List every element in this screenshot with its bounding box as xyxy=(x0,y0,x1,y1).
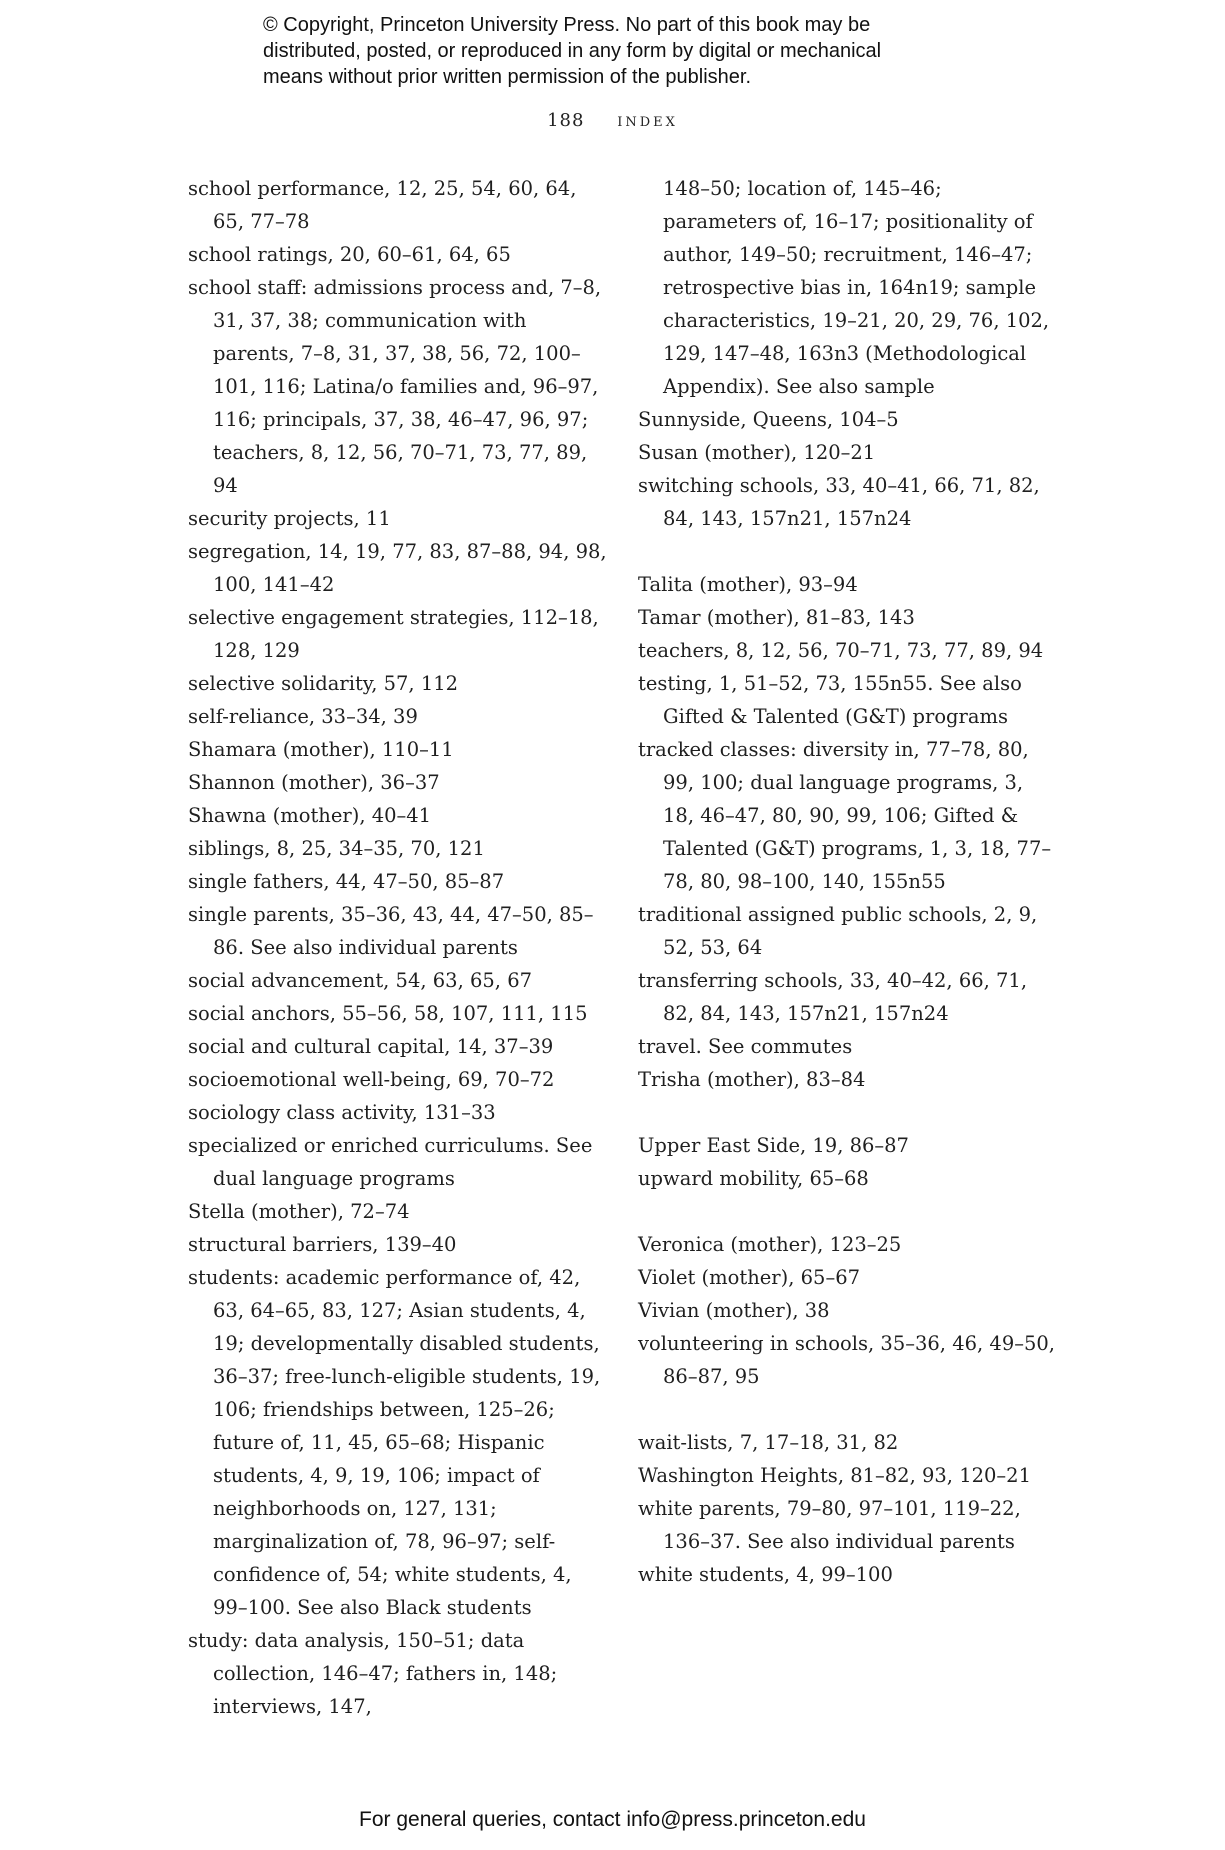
letter-group-gap xyxy=(638,1195,1058,1228)
index-entry: Shawna (mother), 40–41 xyxy=(188,804,432,827)
index-entry: Veronica (mother), 123–25 xyxy=(638,1233,902,1256)
index-entry: Shannon (mother), 36–37 xyxy=(188,771,440,794)
index-entry: students: academic performance of, 42, 63, 64–65, 83, 127; Asian students, 4, 19; developmentally disabled students, 36–37; free-lunch-eligible students, 19, 106; friendships between, 125–26; future of, 11, 45, 65–68; Hispanic students, 4, 9, 19, 106; impact of neighborhoods on, 127, 131; marginalization of, 78, 96–97; self-confidence of, 54; white students, 4, 99–100. See also Black students xyxy=(188,1266,601,1619)
index-entry: school ratings, 20, 60–61, 64, 65 xyxy=(188,243,511,266)
index-entry: structural barriers, 139–40 xyxy=(188,1233,457,1256)
letter-group-gap xyxy=(638,1096,1058,1129)
index-entry: selective solidarity, 57, 112 xyxy=(188,672,459,695)
index-entry: single fathers, 44, 47–50, 85–87 xyxy=(188,870,505,893)
index-entry: Violet (mother), 65–67 xyxy=(638,1266,861,1289)
index-entry: single parents, 35–36, 43, 44, 47–50, 85–86. See also individual parents xyxy=(188,903,594,959)
index-entry: Stella (mother), 72–74 xyxy=(188,1200,410,1223)
index-column-left xyxy=(188,172,608,1723)
index-entry: segregation, 14, 19, 77, 83, 87–88, 94, 98, 100, 141–42 xyxy=(188,540,607,596)
index-entry: tracked classes: diversity in, 77–78, 80, 99, 100; dual language programs, 3, 18, 46–47, 80, 90, 99, 106; Gifted & Talented (G&T) programs, 1, 3, 18, 77–78, 80, 98–100, 140, 155n55 xyxy=(638,738,1052,893)
running-head xyxy=(0,110,1225,131)
index-entry: security projects, 11 xyxy=(188,507,391,530)
index-entry: wait-lists, 7, 17–18, 31, 82 xyxy=(638,1431,899,1454)
letter-group-gap xyxy=(638,1393,1058,1426)
copyright-line: © Copyright, Princeton University Press. No part of this book may be xyxy=(263,14,871,36)
index-column-right xyxy=(638,172,1058,1591)
index-entry: sociology class activity, 131–33 xyxy=(188,1101,496,1124)
index-entry: Tamar (mother), 81–83, 143 xyxy=(638,606,915,629)
index-entry: Shamara (mother), 110–11 xyxy=(188,738,454,761)
index-entry: Sunnyside, Queens, 104–5 xyxy=(638,408,899,431)
index-entry: Upper East Side, 19, 86–87 xyxy=(638,1134,909,1157)
index-entry: specialized or enriched curriculums. See dual language programs xyxy=(188,1134,593,1190)
index-entry: siblings, 8, 25, 34–35, 70, 121 xyxy=(188,837,485,860)
index-entry: teachers, 8, 12, 56, 70–71, 73, 77, 89, 94 xyxy=(638,639,1044,662)
index-entry: socioemotional well-being, 69, 70–72 xyxy=(188,1068,555,1091)
index-entry: upward mobility, 65–68 xyxy=(638,1167,869,1190)
section-title: index xyxy=(617,110,678,131)
index-entry: Washington Heights, 81–82, 93, 120–21 xyxy=(638,1464,1031,1487)
index-entry: testing, 1, 51–52, 73, 155n55. See also Gifted & Talented (G&T) programs xyxy=(638,672,1022,728)
index-entry: school staff: admissions process and, 7–8, 31, 37, 38; communication with parents, 7–8, 31, 37, 38, 56, 72, 100–101, 116; Latina/o families and, 96–97, 116; principals, 37, 38, 46–47, 96, 97; teachers, 8, 12, 56, 70–71, 73, 77, 89, 94 xyxy=(188,276,602,497)
index-entry: study: data analysis, 150–51; data collection, 146–47; fathers in, 148; interviews, 147, xyxy=(188,1629,558,1718)
index-entry: Talita (mother), 93–94 xyxy=(638,573,858,596)
index-entry: Trisha (mother), 83–84 xyxy=(638,1068,866,1091)
index-entry: transferring schools, 33, 40–42, 66, 71, 82, 84, 143, 157n21, 157n24 xyxy=(638,969,1028,1025)
copyright-notice xyxy=(263,12,1023,90)
index-entry: white parents, 79–80, 97–101, 119–22, 136–37. See also individual parents xyxy=(638,1497,1021,1553)
copyright-line: distributed, posted, or reproduced in any form by digital or mechanical xyxy=(263,40,882,62)
index-entry: selective engagement strategies, 112–18, 128, 129 xyxy=(188,606,599,662)
index-entry: social anchors, 55–56, 58, 107, 111, 115 xyxy=(188,1002,588,1025)
index-entry-continuation: 148–50; location of, 145–46; parameters of, 16–17; positionality of author, 149–50; recruitment, 146–47; retrospective bias in, 164n19; sample characteristics, 19–21, 20, 29, 76, 102, 129, 147–48, 163n3 (Methodological Appendix). See also sample xyxy=(663,177,1050,398)
index-entry: self-reliance, 33–34, 39 xyxy=(188,705,418,728)
index-entry: social advancement, 54, 63, 65, 67 xyxy=(188,969,533,992)
index-entry: white students, 4, 99–100 xyxy=(638,1563,893,1586)
index-entry: Susan (mother), 120–21 xyxy=(638,441,876,464)
index-entry: volunteering in schools, 35–36, 46, 49–50, 86–87, 95 xyxy=(638,1332,1055,1388)
index-entry: traditional assigned public schools, 2, 9, 52, 53, 64 xyxy=(638,903,1038,959)
index-entry: switching schools, 33, 40–41, 66, 71, 82, 84, 143, 157n21, 157n24 xyxy=(638,474,1040,530)
letter-group-gap xyxy=(638,535,1058,568)
page-number: 188 xyxy=(547,110,585,131)
index-entry: social and cultural capital, 14, 37–39 xyxy=(188,1035,554,1058)
index-entry: school performance, 12, 25, 54, 60, 64, 65, 77–78 xyxy=(188,177,577,233)
index-entry: Vivian (mother), 38 xyxy=(638,1299,830,1322)
copyright-line: means without prior written permission of the publisher. xyxy=(263,66,752,88)
index-entry: travel. See commutes xyxy=(638,1035,853,1058)
footer-contact: For general queries, contact info@press.princeton.edu xyxy=(359,1808,866,1831)
